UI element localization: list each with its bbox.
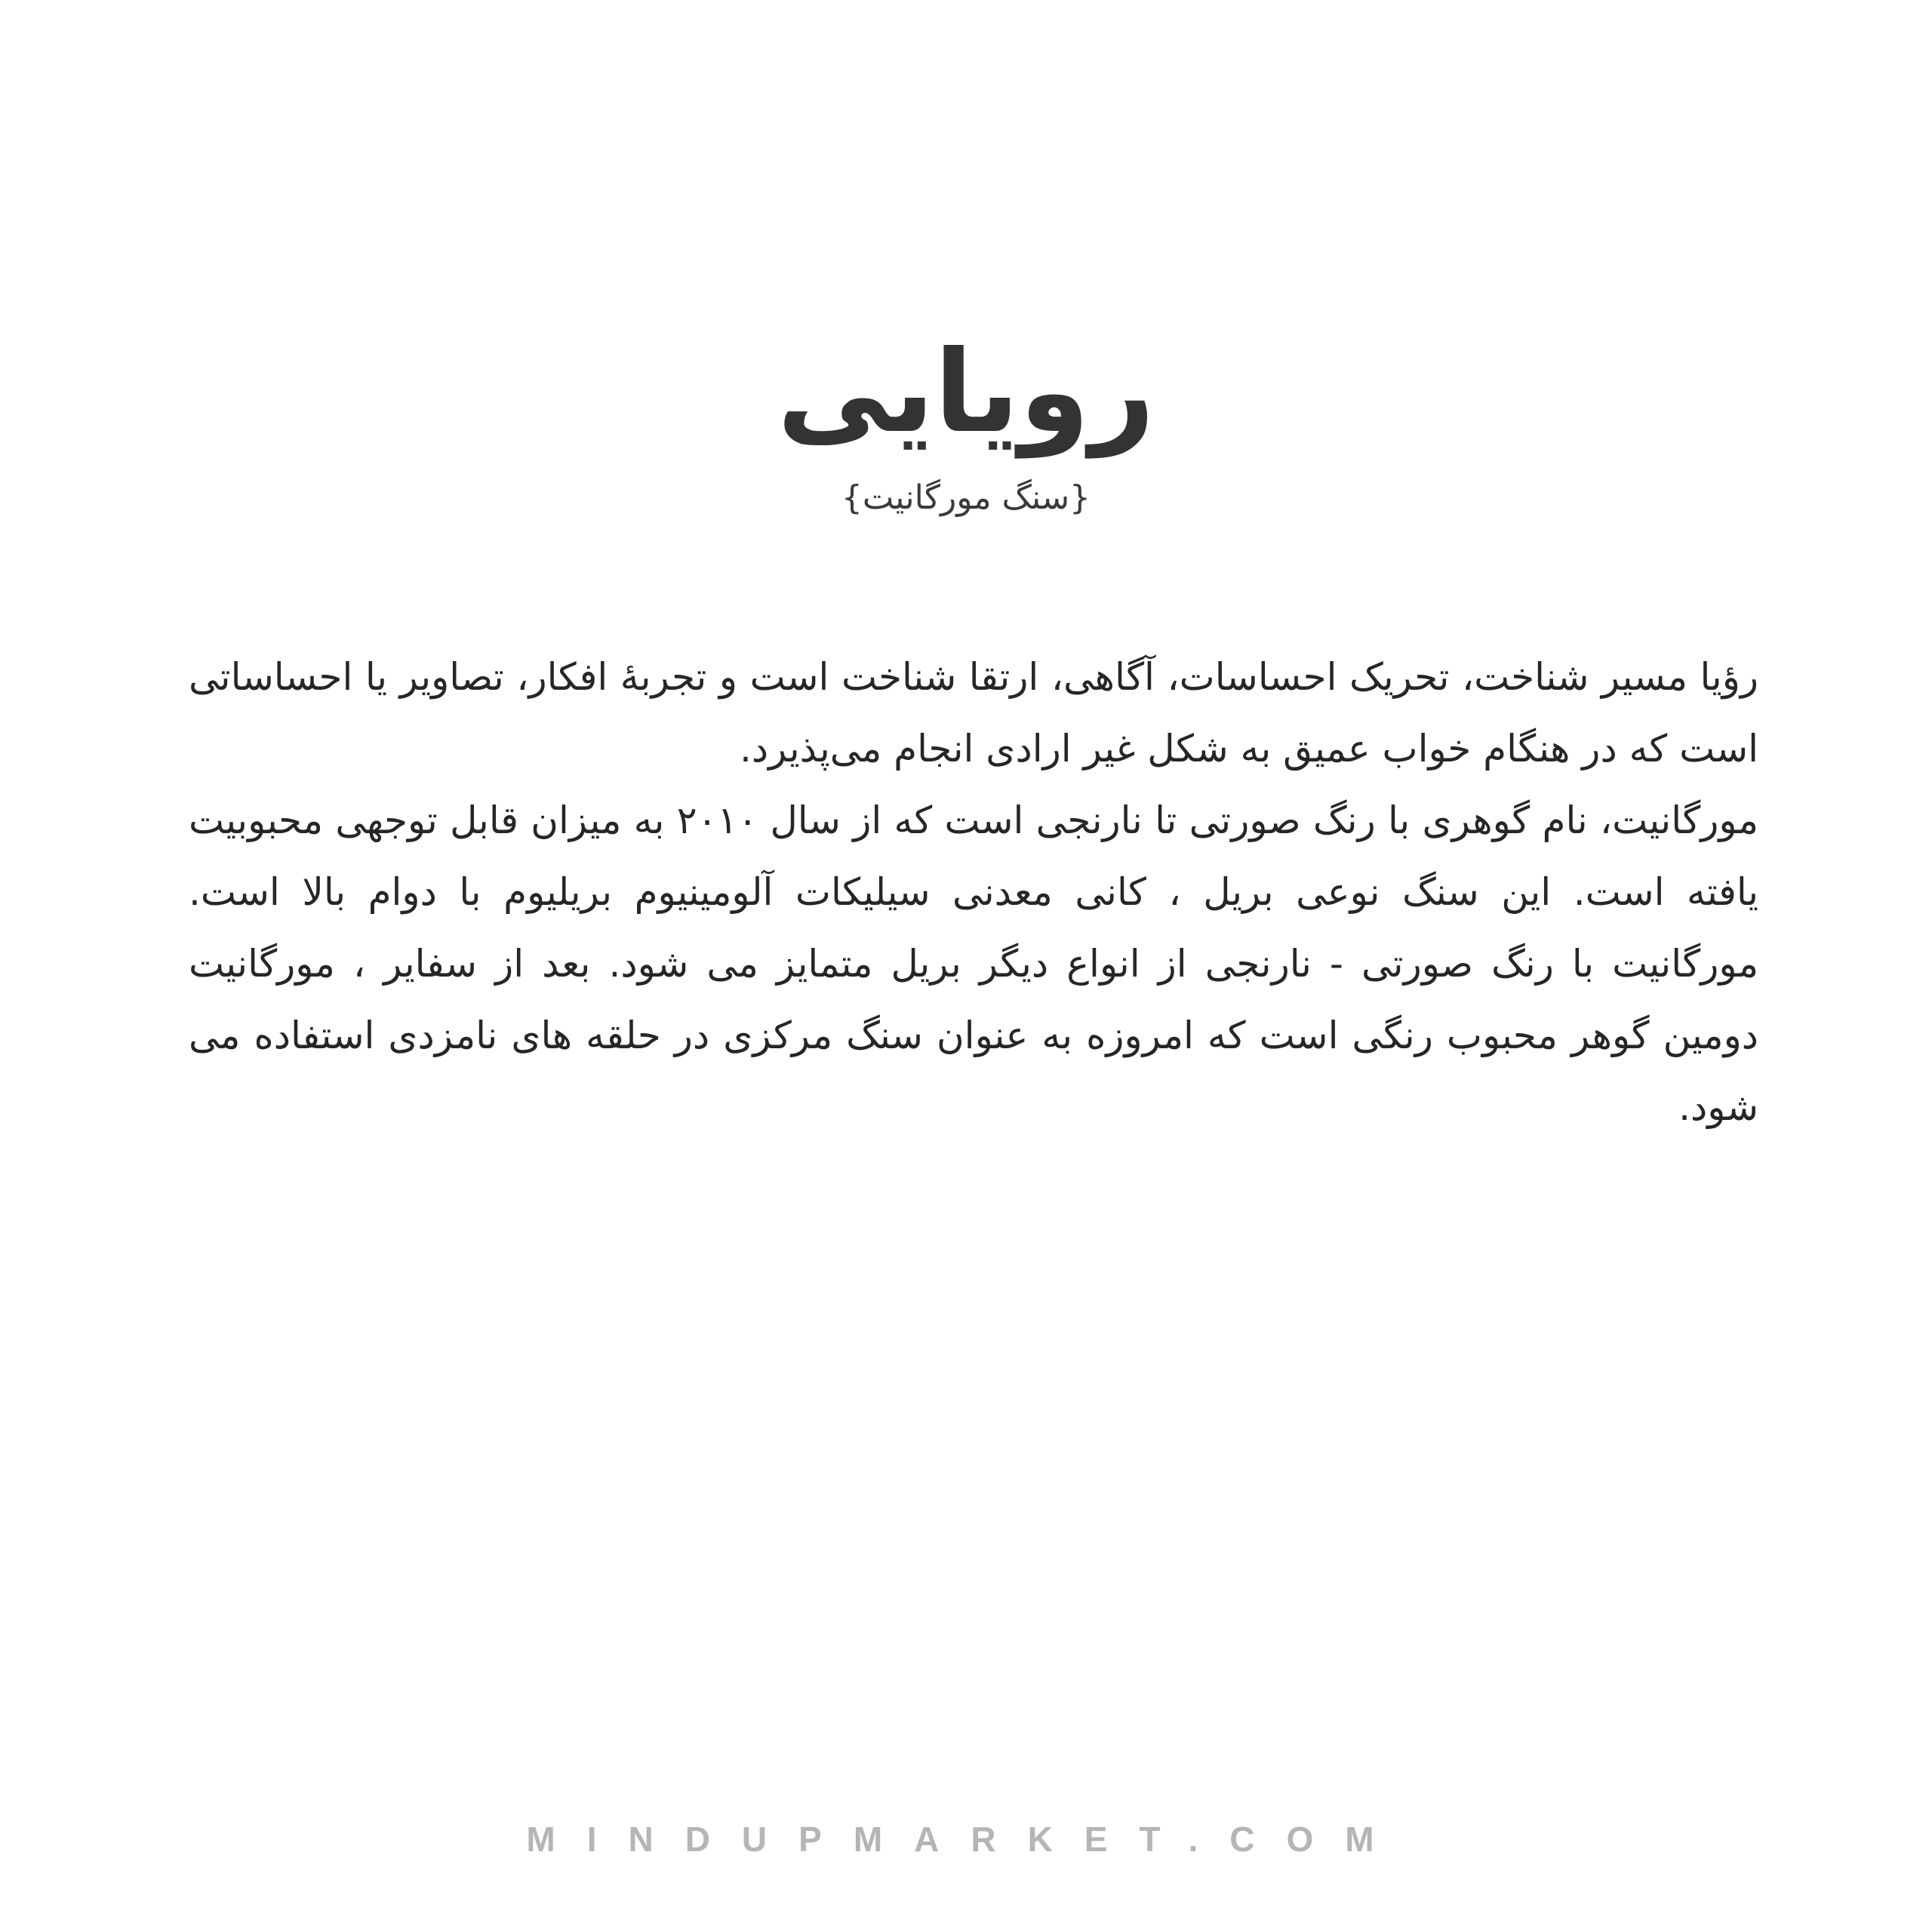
page-title: رویایی — [777, 327, 1155, 458]
paragraph-morganite: مورگانیت، نام گوهری با رنگ صورتی تا نارنجی است که از سال ۲۰۱۰ به میزان قابل توجهی محبوبیت یافته است. این سنگ نوعی بریل ، کانی معدنی سیلیکات آلومینیوم بریلیوم با دوام بالا است. مورگانیت با رنگ صورتی - نارنجی از انواع دیگر بریل متمایز می شود. بعد از سفایر ، مورگانیت دومین گوهر محبوب رنگی است که امروزه به عنوان سنگ مرکزی در حلقه های نامزدی استفاده می شود. — [189, 798, 1758, 1129]
page-subtitle: {سنگ مورگانیت} — [841, 478, 1091, 517]
footer-website: MINDUPMARKET.COM — [526, 1820, 1406, 1859]
paragraph-dream: رؤیا مسیر شناخت، تحریک احساسات، آگاهی، ارتقا شناخت است و تجربهٔ افکار، تصاویر یا احساساتی است که در هنگام خواب عمیق به شکل غیر ارادی انجام می‌پذیرد. — [189, 655, 1758, 771]
body-text — [189, 641, 1758, 1143]
